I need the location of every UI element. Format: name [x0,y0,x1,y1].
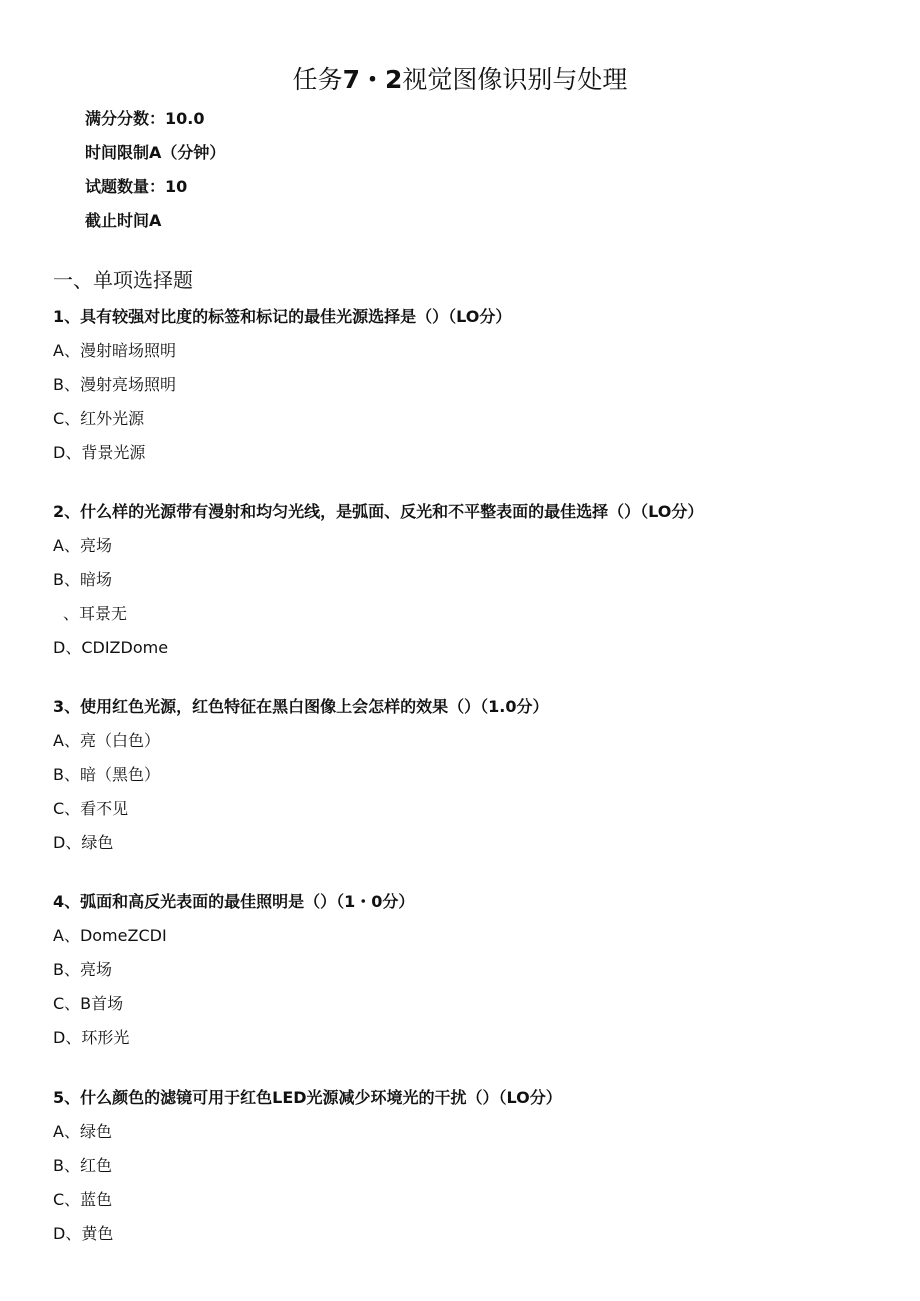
option-d[interactable]: D、环形光 [53,1028,130,1047]
time-limit: 时间限制A（分钟） [85,143,226,162]
option-b[interactable]: B、红色 [53,1156,112,1175]
title-suffix: 视觉图像识别与处理 [402,65,628,94]
option-a[interactable]: A、亮（白色） [53,731,160,750]
exam-info [85,106,225,242]
option-d[interactable]: D、黄色 [53,1224,114,1243]
option-b[interactable]: B、漫射亮场照明 [53,375,176,394]
option-b[interactable]: B、暗（黑色） [53,765,160,784]
section-heading: 一、单项选择题 [53,268,193,292]
option-a[interactable]: A、漫射暗场照明 [53,341,176,360]
option-b[interactable]: B、暗场 [53,570,112,589]
question-stem: 3、使用红色光源，红色特征在黑白图像上会怎样的效果（）（1.0分） [53,697,549,716]
question-4 [53,889,913,1059]
option-d[interactable]: D、CDIZDome [53,638,169,657]
question-stem: 5、什么颜色的滤镜可用于红色LED光源减少环境光的干扰（）（LO分） [53,1088,562,1107]
question-count: 试题数量：10 [85,177,188,196]
option-a[interactable]: A、亮场 [53,536,112,555]
question-2 [53,499,913,669]
option-a[interactable]: A、绿色 [53,1122,112,1141]
full-score: 满分分数：10.0 [85,109,205,128]
title-number: 7・2 [342,65,403,94]
question-stem: 4、弧面和高反光表面的最佳照明是（）（1・0分） [53,892,415,911]
option-c[interactable]: C、B首场 [53,994,124,1013]
option-c[interactable]: 、耳景无 [63,604,128,623]
option-d[interactable]: D、绿色 [53,833,114,852]
option-b[interactable]: B、亮场 [53,960,112,979]
option-a[interactable]: A、DomeZCDI [53,926,167,945]
page-title [0,62,920,98]
option-c[interactable]: C、蓝色 [53,1190,113,1209]
question-3 [53,694,913,864]
question-5 [53,1085,913,1255]
title-prefix: 任务 [292,65,343,94]
option-d[interactable]: D、背景光源 [53,443,146,462]
deadline: 截止时间A [85,211,162,230]
option-c[interactable]: C、看不见 [53,799,129,818]
question-stem: 1、具有较强对比度的标签和标记的最佳光源选择是（）（LO分） [53,307,512,326]
question-stem: 2、什么样的光源带有漫射和均匀光线，是弧面、反光和不平整表面的最佳选择（）（LO分） [53,502,704,521]
question-1 [53,304,913,474]
option-c[interactable]: C、红外光源 [53,409,145,428]
